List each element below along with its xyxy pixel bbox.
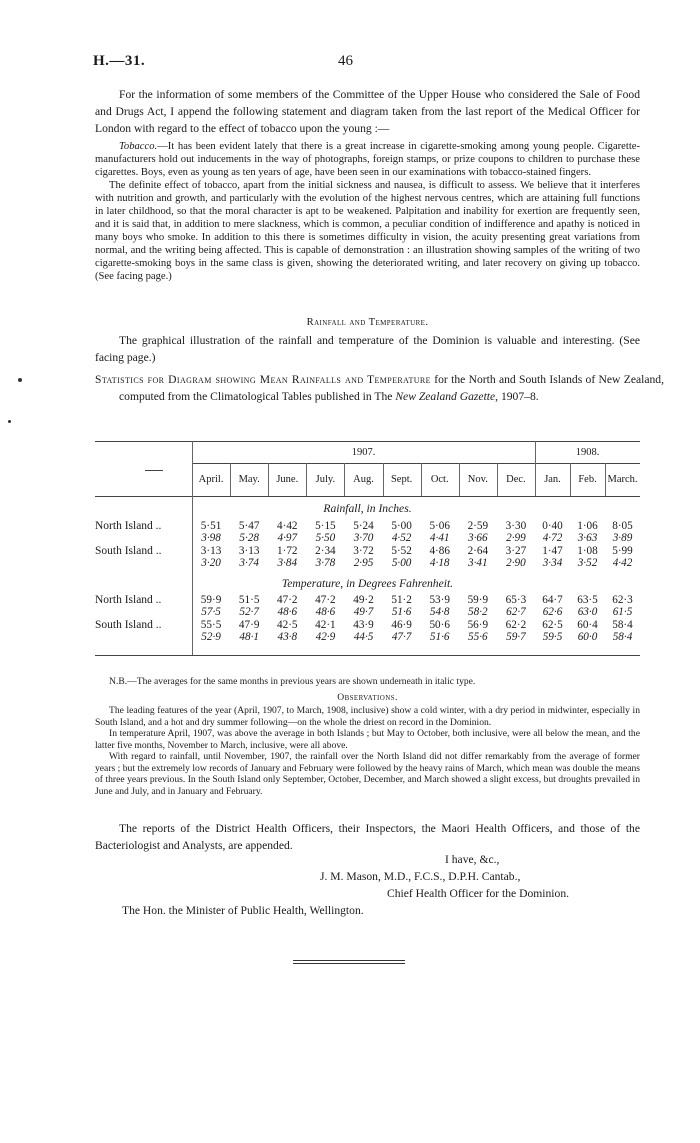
observations-paragraph-3: With regard to rainfall, until November, 1907, the rainfall over the North Island did not differ remarkably from the average of former years ; but the extremely low records of January and February were followed by the heavy rains of March, which mean was double the means of three years previous. In the South Island only September, October, December, and March showed a slight excess, but droughts prevailed in June and July, and in January and February. — [95, 751, 640, 797]
table-cell-value: 5·24 — [353, 520, 374, 532]
gazette-title: New Zealand Gazette — [395, 390, 496, 403]
end-rule — [293, 960, 405, 961]
table-cell-previous-average: 63·0 — [577, 606, 598, 618]
page-number: 46 — [338, 53, 353, 69]
table-cell-previous-average: 47·7 — [391, 631, 412, 643]
month-header: June. — [276, 474, 299, 485]
table-cell-previous-average: 3·34 — [542, 557, 563, 569]
table-cell-previous-average: 54·8 — [429, 606, 450, 618]
table-cell-previous-average: 55·6 — [468, 631, 488, 643]
table-cell-previous-average: 58·4 — [612, 631, 633, 643]
table-cell-previous-average: 62·7 — [506, 606, 526, 618]
table-cell-value: 3·27 — [505, 545, 527, 557]
table-cell-previous-average: 57·5 — [201, 606, 221, 618]
month-header: May. — [238, 474, 260, 485]
table-cell-value: 1·08 — [577, 545, 598, 557]
signature-name: J. M. Mason, M.D., F.C.S., D.P.H. Cantab., — [320, 870, 521, 883]
table-cell-value: 3·30 — [505, 520, 527, 532]
table-cell-value: 3·13 — [238, 545, 260, 557]
table-cell-previous-average: 3·66 — [468, 532, 488, 544]
tobacco-para1-text: —It has been evident lately that there is a great increase in cigarette-smoking among young people. Cigarette-manufacturers hold out inducements in the way of photographs, foreign stamps, or prize coupons to children to purchase these cigarettes. Boys, even as young as ten years of age, have been seen in our examinations with tobacco-stained fingers. — [95, 141, 640, 178]
signature-title: Chief Health Officer for the Dominion. — [387, 887, 570, 900]
table-cell-value: 43·9 — [353, 619, 374, 631]
table-cell-value: 42·5 — [277, 619, 298, 631]
table-cell-previous-average: 4·97 — [277, 532, 298, 544]
document-id: H.—31. — [93, 53, 146, 69]
observations-body — [95, 705, 640, 797]
table-cell-value: 5·52 — [391, 545, 412, 557]
month-header: Oct. — [430, 474, 449, 485]
table-cell-value: 62·5 — [542, 619, 563, 631]
month-header: April. — [198, 474, 224, 485]
table-cell-previous-average: 60·0 — [577, 631, 598, 643]
table-cell-value: 2·64 — [467, 545, 489, 557]
table-cell-value: 55·5 — [200, 619, 222, 631]
table-cell-value: 5·99 — [612, 545, 633, 557]
table-cell-previous-average: 42·9 — [315, 631, 336, 643]
table-cell-previous-average: 4·52 — [391, 532, 412, 544]
table-cell-previous-average: 3·89 — [612, 532, 633, 544]
year-divider — [535, 441, 536, 463]
statistics-caption-tail: , 1907–8. — [495, 390, 539, 403]
table-cell-previous-average: 3·84 — [277, 557, 298, 569]
row-label-north-rainfall: North Island .. — [95, 520, 162, 532]
tobacco-paragraph-1 — [95, 140, 640, 179]
table-cell-previous-average: 48·6 — [315, 606, 336, 618]
table-cell-previous-average: 3·78 — [315, 557, 336, 569]
rainfall-temperature-table — [95, 441, 640, 656]
table-cell-value: 5·51 — [200, 520, 222, 532]
table-cell-previous-average: 3·52 — [577, 557, 598, 569]
table-cell-previous-average: 4·42 — [612, 557, 633, 569]
nb-note: N.B.—The averages for the same months in previous years are shown underneath in italic type. — [109, 676, 476, 687]
table-cell-previous-average: 52·7 — [239, 606, 259, 618]
table-cell-value: 51·2 — [391, 594, 412, 606]
month-header: Dec. — [506, 474, 526, 485]
header-bottom-rule — [95, 496, 640, 497]
statistics-caption-rest: for the North and South Islands of New Zealand, computed from the Climatological Tables published in The — [119, 373, 664, 403]
table-cell-value: 1·06 — [577, 520, 598, 532]
table-cell-previous-average: 3·70 — [353, 532, 374, 544]
table-cell-previous-average: 5·28 — [239, 532, 259, 544]
table-cell-previous-average: 3·74 — [239, 557, 259, 569]
table-cell-value: 2·34 — [315, 545, 336, 557]
table-cell-value: 4·86 — [429, 545, 450, 557]
table-cell-value: 5·15 — [315, 520, 336, 532]
table-cell-value: 60·4 — [577, 619, 598, 631]
table-cell-value: 64·7 — [542, 594, 563, 606]
table-cell-previous-average: 59·5 — [542, 631, 563, 643]
observations-paragraph-2: In temperature April, 1907, was above the average in both Islands ; but May to October, both inclusive, were all below the mean, and the latter five months, November to March, inclusive, were all above. — [95, 728, 640, 751]
table-cell-previous-average: 48·6 — [277, 606, 298, 618]
month-header: Nov. — [467, 474, 488, 485]
table-cell-value: 56·9 — [467, 619, 489, 631]
table-cell-value: 53·9 — [429, 594, 450, 606]
table-cell-previous-average: 44·5 — [353, 631, 374, 643]
rainfall-paragraph: The graphical illustration of the rainfall and temperature of the Dominion is valuable and interesting. (See facing page.) — [95, 334, 640, 364]
month-header: July. — [315, 474, 336, 485]
statistics-caption-lead: Statistics for Diagram showing Mean Rainfalls and Temperature — [95, 373, 431, 386]
table-cell-value: 51·5 — [238, 594, 260, 606]
table-top-rule — [95, 441, 640, 442]
table-cell-previous-average: 4·18 — [429, 557, 450, 569]
tobacco-section — [95, 140, 640, 283]
month-header: Sept. — [390, 474, 413, 485]
section-rainfall: Rainfall, in Inches. — [323, 502, 412, 515]
table-cell-value: 65·3 — [505, 594, 527, 606]
table-cell-value: 49·2 — [353, 594, 374, 606]
table-cell-value: 5·47 — [238, 520, 260, 532]
table-cell-value: 1·47 — [542, 545, 563, 557]
table-cell-value: 3·13 — [200, 545, 222, 557]
table-cell-previous-average: 2·99 — [506, 532, 526, 544]
table-cell-value: 62·2 — [505, 619, 527, 631]
row-label-south-temperature: South Island .. — [95, 619, 162, 631]
section-temperature: Temperature, in Degrees Fahrenheit. — [281, 577, 454, 590]
table-cell-previous-average: 4·41 — [429, 532, 450, 544]
signature-salutation: I have, &c., — [445, 853, 500, 866]
end-rule — [293, 963, 405, 964]
statistics-caption — [95, 371, 664, 405]
table-cell-previous-average: 4·72 — [542, 532, 563, 544]
table-cell-value: 4·42 — [277, 520, 298, 532]
table-cell-previous-average: 59·7 — [506, 631, 526, 643]
table-cell-previous-average: 3·20 — [201, 557, 221, 569]
row-label-south-rainfall: South Island .. — [95, 545, 162, 557]
table-cell-previous-average: 5·50 — [315, 532, 336, 544]
table-cell-previous-average: 51·6 — [391, 606, 412, 618]
month-header: Feb. — [578, 474, 597, 485]
table-cell-value: 5·00 — [391, 520, 412, 532]
month-header: Aug. — [353, 474, 374, 485]
month-header: March. — [607, 474, 638, 485]
table-cell-value: 0·40 — [542, 520, 563, 532]
observations-heading: Observations. — [337, 692, 398, 703]
addressee: The Hon. the Minister of Public Health, Wellington. — [122, 904, 364, 917]
table-cell-previous-average: 2·95 — [353, 557, 374, 569]
table-cell-value: 5·06 — [429, 520, 450, 532]
table-cell-previous-average: 49·7 — [353, 606, 374, 618]
table-cell-previous-average: 58·2 — [468, 606, 488, 618]
table-cell-previous-average: 5·00 — [391, 557, 412, 569]
table-cell-value: 50·6 — [429, 619, 450, 631]
year-rule — [192, 463, 640, 464]
table-cell-previous-average: 3·41 — [468, 557, 488, 569]
table-cell-value: 62·3 — [612, 594, 633, 606]
table-cell-value: 46·9 — [391, 619, 412, 631]
observations-paragraph-1: The leading features of the year (April, 1907, to March, 1908, inclusive) show a cold winter, with a dry period in midwinter, especially in South Island, and a hot and dry summer following—on the whole the driest on record in the Dominion. — [95, 705, 640, 728]
table-cell-value: 47·9 — [238, 619, 260, 631]
year-1907: 1907. — [351, 447, 376, 458]
month-header: Jan. — [544, 474, 561, 485]
row-label-north-temperature: North Island .. — [95, 594, 162, 606]
table-cell-previous-average: 51·6 — [429, 631, 450, 643]
table-cell-value: 47·2 — [315, 594, 336, 606]
table-cell-previous-average: 3·63 — [577, 532, 598, 544]
table-cell-previous-average: 48·1 — [239, 631, 259, 643]
table-cell-value: 1·72 — [277, 545, 298, 557]
table-bottom-rule — [95, 655, 640, 656]
rainfall-heading: Rainfall and Temperature. — [306, 317, 429, 328]
table-cell-previous-average: 61·5 — [612, 606, 633, 618]
table-cell-value: 59·9 — [467, 594, 489, 606]
table-cell-previous-average: 52·9 — [201, 631, 221, 643]
tobacco-lead: Tobacco. — [119, 141, 158, 152]
table-cell-previous-average: 62·6 — [542, 606, 563, 618]
table-cell-value: 58·4 — [612, 619, 633, 631]
tobacco-paragraph-2: The definite effect of tobacco, apart from the initial sickness and nausea, is difficult to assess. We believe that it interferes with nutrition and growth, and particularly with the evolution of the highest nervous centres, which are attaining full functions in later childhood, so that the moral character is apt to be weakened. Palpitation and inability for exertion are frequently seen, and it is said that, in addition to mere slackness, which is common, a peculiar condition of indifference and apathy is noticed in many boys who smoke. In addition to this there is sometimes difficulty in vision, the acuity presenting great variations from normal, and the writing being affected. This is capable of demonstration : an illustration showing samples of the writing of two cigarette-smoking boys in the same class is given, showing the deteriorated writing, and later recovery on giving up tobacco. (See facing page.) — [95, 180, 640, 282]
year-1908: 1908. — [575, 447, 600, 458]
table-cell-previous-average: 3·98 — [201, 532, 221, 544]
table-cell-value: 42·1 — [315, 619, 336, 631]
table-cell-value: 63·5 — [577, 594, 598, 606]
table-cell-value: 8·05 — [612, 520, 633, 532]
margin-mark — [8, 420, 11, 423]
table-cell-value: 3·72 — [353, 545, 374, 557]
closing-paragraph: The reports of the District Health Officers, their Inspectors, the Maori Health Officers, and those of the Bacteriologist and Analysts, are appended. — [95, 822, 640, 852]
table-cell-previous-average: 2·90 — [506, 557, 526, 569]
table-cell-value: 47·2 — [277, 594, 298, 606]
stub-dash — [145, 470, 163, 471]
intro-paragraph: For the information of some members of the Committee of the Upper House who considered the Sale of Food and Drugs Act, I append the following statement and diagram taken from the last report of the Medical Officer for London with regard to the effect of tobacco upon the young :— — [95, 88, 640, 135]
table-cell-previous-average: 43·8 — [277, 631, 298, 643]
table-cell-value: 2·59 — [467, 520, 489, 532]
table-cell-value: 59·9 — [200, 594, 222, 606]
margin-mark — [18, 378, 22, 382]
